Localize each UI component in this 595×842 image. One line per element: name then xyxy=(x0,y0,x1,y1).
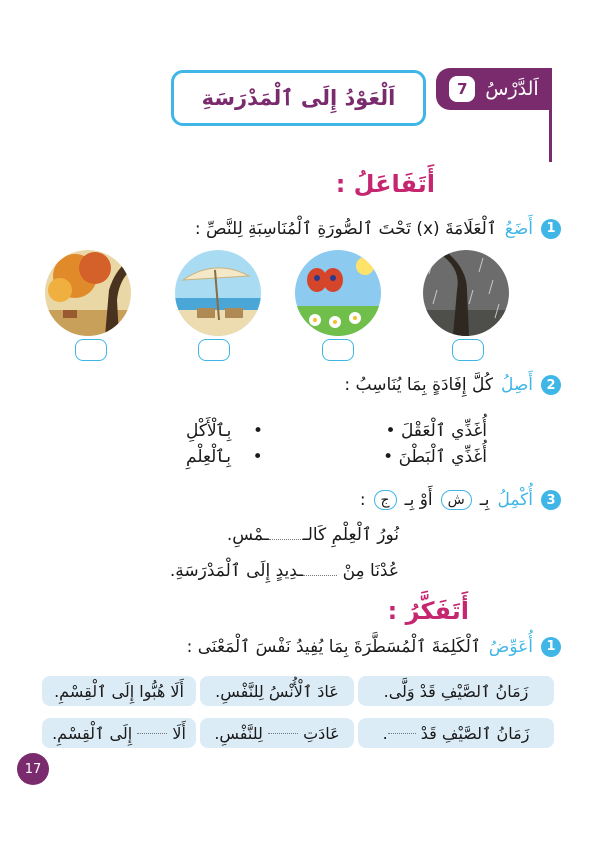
question-number: 3 xyxy=(541,490,561,510)
lesson-title: اَلْعَوْدُ إِلَى ٱلْمَدْرَسَةِ xyxy=(171,70,426,126)
header-divider xyxy=(549,110,552,162)
bullet-dot[interactable]: • xyxy=(385,421,396,441)
answer-box-rain[interactable] xyxy=(452,339,484,361)
beach-umbrella-picture xyxy=(175,250,261,336)
question-text-end: : xyxy=(359,490,366,510)
question-verb: أُعَوِّضُ xyxy=(488,636,533,657)
question-verb: أَصِلُ xyxy=(500,375,533,395)
table-cell: عَادَ ٱلْأُنْسُ لِلنَّفْسِ. xyxy=(200,676,354,706)
question-number: 1 xyxy=(541,219,561,239)
autumn-tree-picture xyxy=(45,250,131,336)
butterfly-flowers-picture xyxy=(295,250,381,336)
matching-right-item-1: • بِٱلْأَكْلِ xyxy=(186,421,264,441)
question-text: ٱلْعَلَامَةَ (x) تَحْتَ ٱلصُّورَةِ ٱلْمُنَاسِبَةِ لِلنَّصِّ : xyxy=(194,219,497,239)
blank-field[interactable] xyxy=(137,733,167,734)
matching-left-item-2: أُغَذِّي ٱلْبَطْنَ • xyxy=(383,447,487,467)
question-verb: أُكْمِلُ xyxy=(497,490,533,510)
question-text: ٱلْكَلِمَةَ ٱلْمُسَطَّرَةَ بِمَا يُفِيدُ نَفْسَ ٱلْمَعْنَى : xyxy=(186,637,481,657)
blank-field[interactable] xyxy=(303,575,337,576)
question-text-before: بِـ xyxy=(479,490,490,510)
bullet-dot[interactable]: • xyxy=(252,421,264,441)
section-heading-interact: أَتَفَاعَلُ : xyxy=(335,170,435,198)
bullet-dot[interactable]: • xyxy=(252,447,263,467)
table-cell: زَمَانُ ٱلصَّيْفِ قَدْ . xyxy=(358,718,554,748)
answer-box-autumn[interactable] xyxy=(75,339,107,361)
fill-sentence-1: نُورُ ٱلْعِلْمِ كَالــمْسِ. xyxy=(226,525,399,545)
blank-field[interactable] xyxy=(269,539,303,540)
letter-chip-jim: ج xyxy=(374,490,397,510)
answer-box-beach[interactable] xyxy=(198,339,230,361)
table-cell: أَلَا إِلَى ٱلْقِسْمِ. xyxy=(42,718,196,748)
question-text-mid: أَوْ بِـ xyxy=(404,490,433,510)
matching-right-item-2: • بِٱلْعِلْمِ xyxy=(186,447,263,467)
section2-question-1-instruction xyxy=(187,636,561,657)
blank-field[interactable] xyxy=(268,733,298,734)
table-cell: عَادَتِ لِلنَّفْسِ. xyxy=(200,718,354,748)
lesson-number: 7 xyxy=(449,76,475,102)
section-heading-think: أَتَفَكَّرُ : xyxy=(387,597,469,625)
page-number: 17 xyxy=(17,753,49,785)
bullet-dot[interactable]: • xyxy=(383,447,394,467)
question-2-instruction xyxy=(344,375,561,395)
lesson-label: اَلدَّرْسُ xyxy=(485,78,539,100)
question-number: 1 xyxy=(541,637,561,657)
matching-left-item-1: أُغَذِّي ٱلْعَقْلَ • xyxy=(385,421,487,441)
question-1-instruction xyxy=(195,218,561,239)
question-number: 2 xyxy=(541,375,561,395)
table-cell: أَلَا هُبُّوا إِلَى ٱلْقِسْمِ. xyxy=(42,676,196,706)
table-cell: زَمَانُ ٱلصَّيْفِ قَدْ وَلَّى. xyxy=(358,676,554,706)
question-3-instruction xyxy=(360,490,561,510)
letter-chip-shin: ش xyxy=(441,490,472,510)
fill-sentence-2: عُدْنَا مِنْ ـدِيدٍ إِلَى ٱلْمَدْرَسَةِ. xyxy=(169,561,399,581)
blank-field[interactable] xyxy=(388,733,416,734)
rainy-tree-picture xyxy=(423,250,509,336)
lesson-tab xyxy=(436,68,552,110)
question-text: كُلَّ إِفَادَةٍ بِمَا يُنَاسِبُ : xyxy=(344,375,493,395)
answer-box-butterfly[interactable] xyxy=(322,339,354,361)
question-verb: أَضَعُ xyxy=(504,218,533,239)
